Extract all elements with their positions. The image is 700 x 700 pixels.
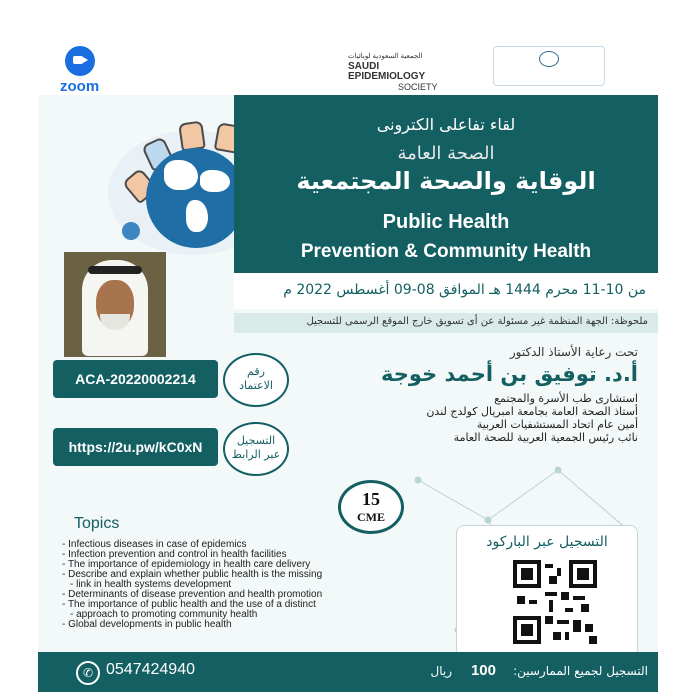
sepi-arabic-name: الجمعية السعودية لوبائيات bbox=[348, 53, 423, 60]
raised-fist-icon bbox=[178, 120, 206, 151]
disclaimer-bar bbox=[234, 313, 658, 333]
contact-phone[interactable]: 0547424940 bbox=[106, 661, 195, 678]
barcode-title: التسجيل عبر الباركود bbox=[486, 534, 608, 550]
topic-item: - The importance of public health and the use of a distinct bbox=[62, 600, 322, 610]
topic-item-continuation: - approach to promoting community health bbox=[62, 610, 322, 620]
cme-hours: 15 bbox=[362, 489, 380, 509]
fee-amount: 100 bbox=[470, 662, 496, 679]
zoom-logo bbox=[60, 46, 99, 95]
speaker-title-line: أستاذ الصحة العامة بجامعة امبريال كولدج لندن bbox=[426, 405, 638, 418]
sepi-name-line1: SAUDI bbox=[348, 61, 380, 72]
topics-title: Topics bbox=[74, 515, 120, 532]
topic-item: - Determinants of disease prevention and health promotion bbox=[62, 590, 322, 600]
zoom-camera-icon bbox=[65, 46, 95, 76]
sepi-name-line3: SOCIETY bbox=[398, 82, 438, 92]
title-english-2: Prevention & Community Health bbox=[300, 241, 592, 262]
date-banner bbox=[234, 273, 658, 309]
zoom-wordmark: zoom bbox=[60, 78, 100, 95]
disclaimer-text: ملحوظة: الجهة المنظمة غير مسئولة عن أى تسويق خارج الموقع الرسمى للتسجيل bbox=[306, 316, 648, 327]
title-banner bbox=[234, 95, 658, 273]
title-arabic-2: الوقاية والصحة المجتمعية bbox=[296, 167, 596, 195]
event-type: لقاء تفاعلى الكترونى bbox=[376, 115, 516, 134]
qr-code[interactable] bbox=[513, 560, 597, 644]
topic-item: - The importance of epidemiology in health care delivery bbox=[62, 560, 322, 570]
topic-item: - Infection prevention and control in health facilities bbox=[62, 550, 322, 560]
event-date: من 10-11 محرم 1444 هـ الموافق 08-09 أغسطس 2022 م bbox=[283, 282, 646, 298]
speaker-titles bbox=[426, 392, 638, 444]
virus-icon bbox=[122, 222, 140, 240]
topics-section bbox=[58, 510, 428, 645]
fee-label: التسجيل لجميع الممارسين: bbox=[513, 664, 648, 678]
accreditation-label-line1: رقم bbox=[247, 365, 265, 378]
footer-bar bbox=[38, 652, 658, 692]
speaker-title-line: استشارى طب الأسرة والمجتمع bbox=[494, 392, 638, 405]
topic-item: - Describe and explain whether public health is the missing bbox=[62, 570, 322, 580]
cme-unit: CME bbox=[357, 510, 385, 524]
barcode-card bbox=[456, 525, 638, 657]
speaker-title-line: أمين عام اتحاد المستشفيات العربية bbox=[476, 418, 638, 431]
registration-link-label-line1: التسجيل bbox=[236, 434, 276, 447]
registration-link[interactable]: https://2u.pw/kC0xN bbox=[53, 428, 218, 466]
topics-list bbox=[62, 540, 322, 630]
title-arabic-1: الصحة العامة bbox=[397, 143, 495, 164]
accreditation-label bbox=[223, 353, 289, 407]
speaker-name: أ.د. توفيق بن أحمد خوجة bbox=[381, 362, 638, 386]
earth-globe-icon bbox=[146, 148, 246, 248]
sepi-name-line2: EPIDEMIOLOGY bbox=[348, 71, 426, 82]
registration-link-label-line2: عبر الرابط bbox=[231, 448, 281, 461]
topic-item: - Global developments in public health bbox=[62, 620, 322, 630]
registration-link-label bbox=[223, 422, 289, 476]
poster bbox=[38, 40, 658, 692]
accreditation-number: ACA-20220002214 bbox=[53, 360, 218, 398]
partner-society-logo bbox=[493, 46, 605, 86]
speaker-photo bbox=[64, 252, 166, 357]
partner-society-icon bbox=[539, 51, 559, 67]
title-english-1: Public Health bbox=[382, 211, 510, 233]
topic-item-continuation: - link in health systems development bbox=[62, 580, 322, 590]
logo-strip bbox=[38, 40, 658, 95]
phone-icon: ✆ bbox=[76, 661, 100, 685]
speaker-title-line: نائب رئيس الجمعية العربية للصحة العامة bbox=[453, 431, 638, 444]
patron-line: تحت رعاية الأستاذ الدكتور bbox=[509, 345, 638, 359]
accreditation-label-line2: الاعتماد bbox=[239, 379, 273, 392]
topic-item: - Infectious diseases in case of epidemics bbox=[62, 540, 322, 550]
saudi-epidemiology-society-logo bbox=[348, 52, 438, 92]
fee-currency: ريال bbox=[430, 664, 452, 678]
